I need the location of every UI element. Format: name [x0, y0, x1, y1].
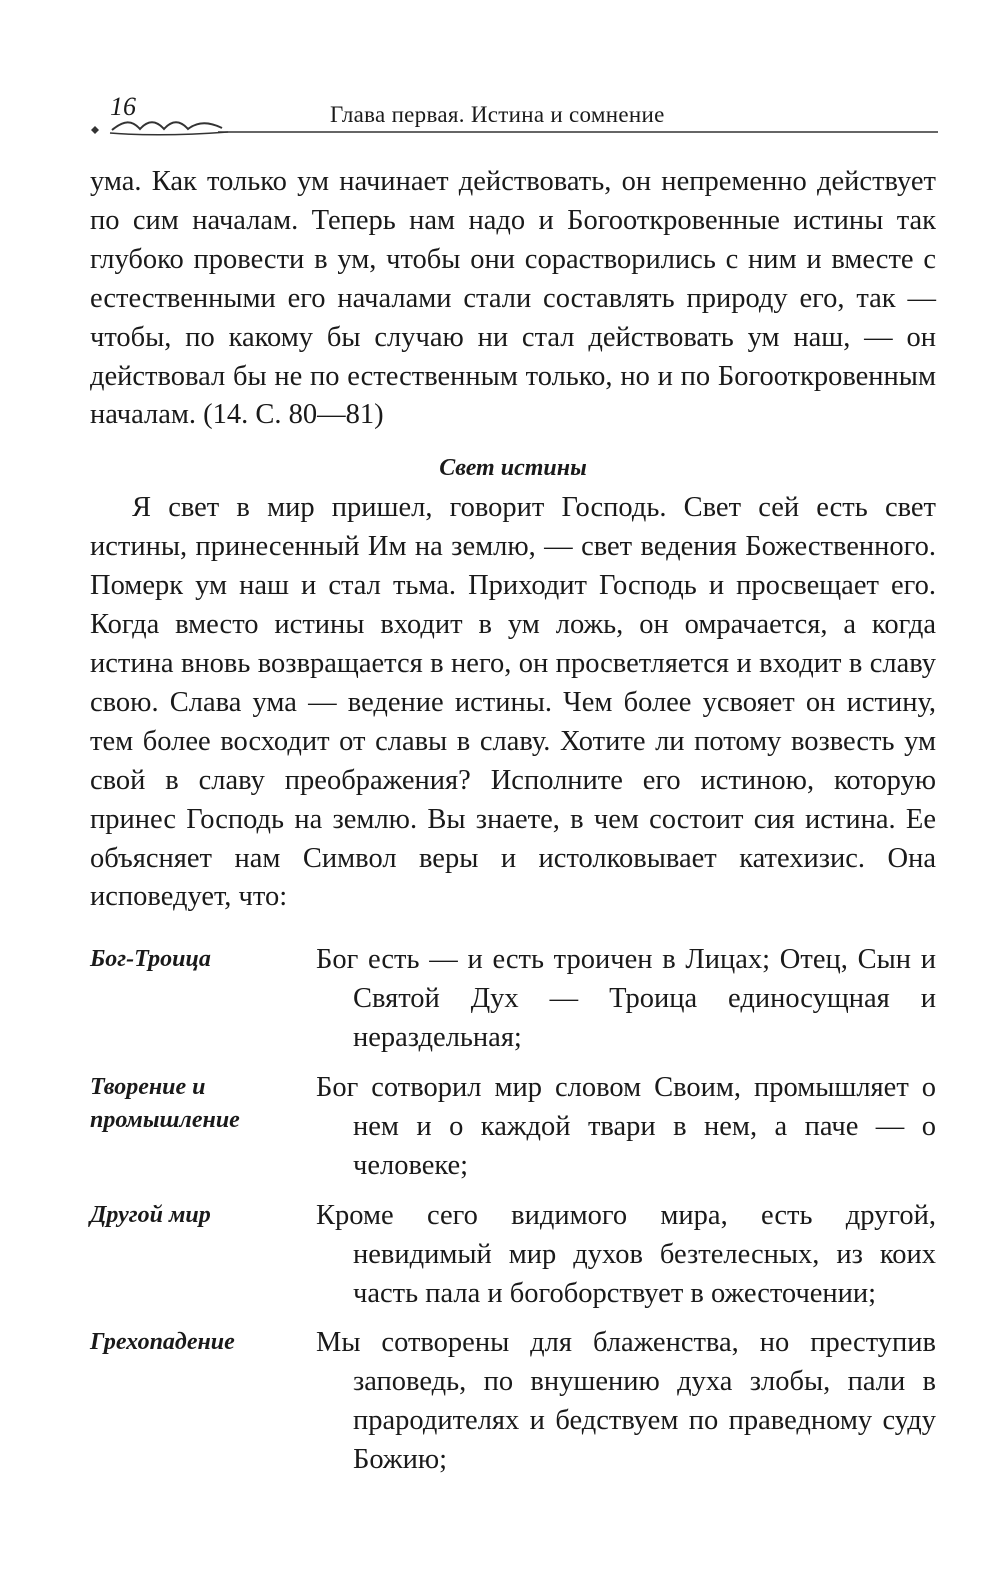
page-number: 16 [110, 92, 136, 121]
dogma-item [90, 1069, 936, 1186]
dogma-item [90, 1324, 936, 1480]
dogma-term: Другой мир [90, 1201, 211, 1228]
dogma-text: Мы сотворены для блаженства, но преступив заповедь, по внушению духа злобы, пали в прародителях и бедствуем по праведному суду Божию; [316, 1327, 936, 1476]
section-paragraph: Я свет в мир пришел, говорит Господь. Свет сей есть свет истины, принесенный Им на землю, — свет ведения Божественного. Померк ум наш и стал тьма. Приходит Господь и просвещает его. Когда вместо истины входит в ум ложь, он омрачается, а когда истина вновь возвращается в него, он просветляется и входит в славу свою. Слава ума — ведение истины. Чем более усвояет он истину, тем более восходит от славы в славу. Хотите ли потому возвесть ум свой в славу преображения? Исполните его истиною, которую принес Господь на землю. Вы знаете, в чем состоит сия истина. Ее объясняет нам Символ веры и истолковывает катехизис. Она исповедует, что: [90, 492, 936, 913]
dogma-term: Грехопадение [90, 1329, 235, 1356]
dogma-list [90, 941, 936, 1480]
page-body [90, 163, 936, 1491]
dogma-text: Бог есть — и есть троичен в Лицах; Отец, Сын и Святой Дух — Троица единосущная и нераздельная; [316, 944, 936, 1054]
dogma-item [90, 1197, 936, 1314]
dogma-text: Кроме сего видимого мира, есть другой, невидимый мир духов безтелесных, из коих часть пала и богоборствует в ожесточении; [316, 1199, 936, 1309]
dogma-term: Творение и промышление [90, 1074, 240, 1134]
dogma-item [90, 941, 936, 1058]
page-header [0, 0, 1000, 140]
dogma-term: Бог-Троица [90, 946, 211, 973]
dogma-text: Бог сотворил мир словом Своим, промышляет о нем и о каждой твари в нем, а паче — о человеке; [316, 1072, 936, 1181]
intro-paragraph: ума. Как только ум начинает действовать, он непременно действует по сим началам. Теперь нам надо и Богооткровенные истины так глубоко провести в ум, чтобы они сорастворились с ним и вместе с естественными его началами стали составлять природу его, так — чтобы, по какому бы случаю ни стал действовать ум наш, — он действовал бы не по естественным только, но и по Богооткровенным началам. (14. С. 80—81) [90, 166, 936, 431]
running-head: Глава первая. Истина и сомнение [330, 102, 665, 127]
section-title: Свет истины [439, 455, 587, 482]
